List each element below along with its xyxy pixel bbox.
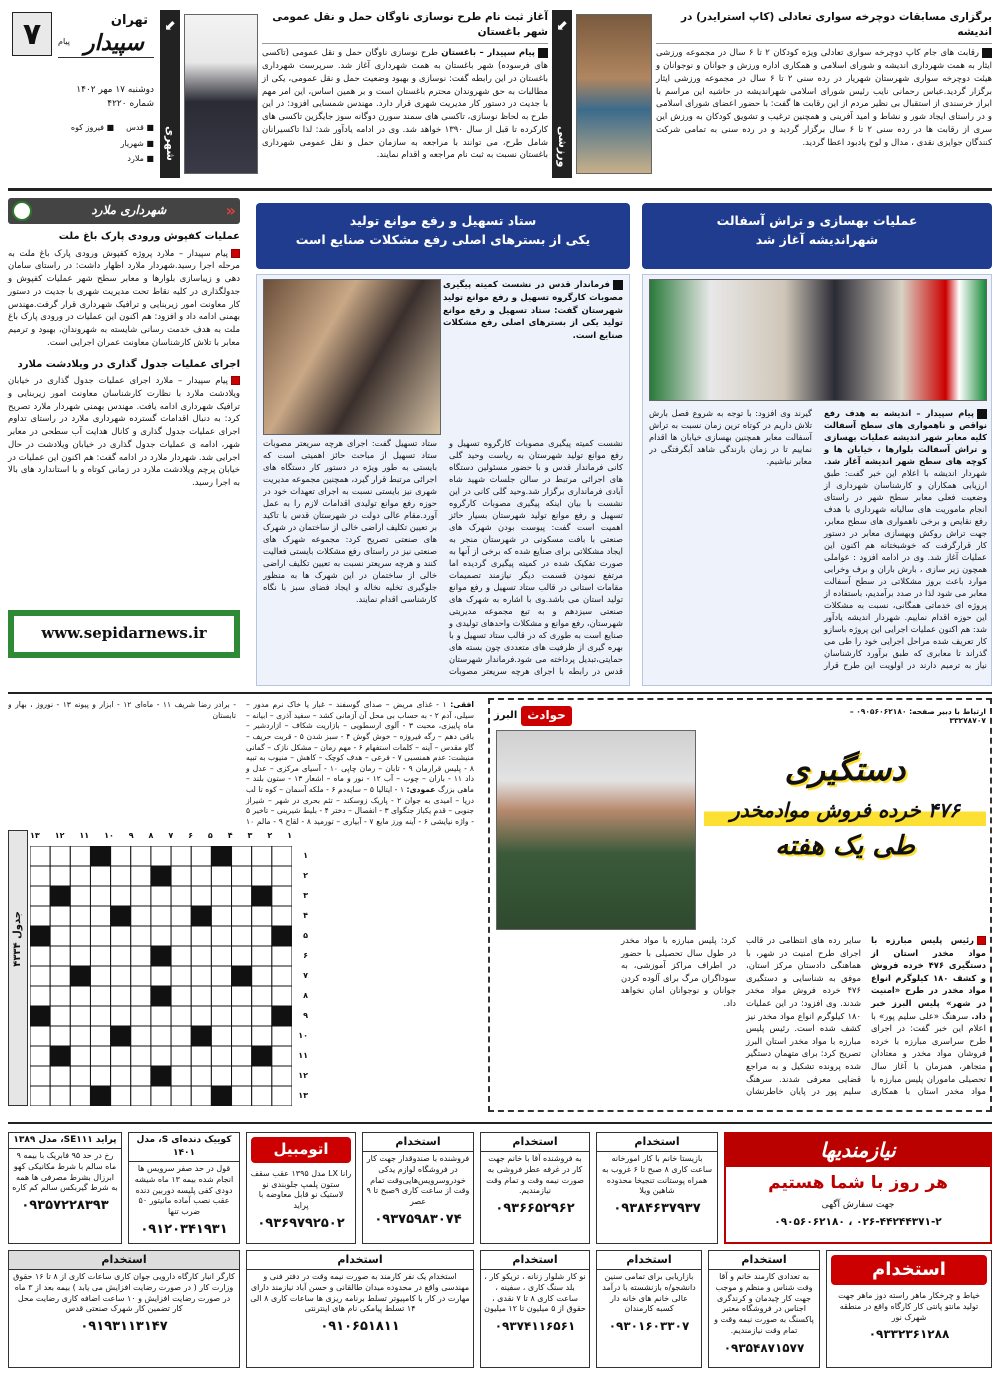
crossword-cell[interactable]	[30, 1026, 50, 1046]
crossword-col-number: ۲	[267, 831, 273, 840]
crossword-cell[interactable]	[211, 1046, 231, 1066]
classified-ad: استخدام بازاریابی برای تمامی سنین دانشجو/ه بازنشسته با درآمد عالی خانم های خانه دار کسبه کارمندان ۰۹۳۰۱۶۰۳۳۰۷	[596, 1250, 702, 1368]
crossword-cell[interactable]	[252, 926, 272, 946]
crossword-cell[interactable]	[111, 846, 131, 866]
crossword-cell[interactable]	[252, 1026, 272, 1046]
crossword-cell[interactable]	[191, 1006, 211, 1026]
crossword-cell[interactable]	[111, 1066, 131, 1086]
right-body: شهردار اندیشه با اعلام این خبر گفت: طبق ارزیابی همکاران و کارشناسان شهرداری از وضعیت فعلی معابر سطح شهر در راستای انجام ماموریت های سالیانه شهرداری با هدف رفع نقایص و برخی ناهمواری های سطح معابر، جهت تراش روکش وبهسازی معابر در دستور کار قرارگرفت که خوشبختانه هم اکنون این عملیات آغاز شد. وی در ادامه افزود : عواملی همچون زیر سازی ، بارش باران و برف وخرابی موارد باعث بروز مشکلاتی در سطح آسفالت معابر می شود لذا در صدد برآمدیم، باستفاده از پروژه ای خدماتی همگانی، نسبت به مشکلات این حوزه اقدام نماییم. شهردار اندیشه یادآور شد: هم اکنون عملیات اجرایی این پروژه باسازو کار تعریف شده مراحل اجرایی خود را طی می گذراند تا معابری که طبق برآورد کارشناسان نیاز به ترمیم دارند در اولویت این طرح قرار گیرند وی افزود: با توجه به شروع فصل بارش تلاش داریم در کوتاه ترین زمان نسبت به تراش آسفالت معابر همچنین بهسازی خیابان ها اقدام نماییم تا در زمان بارندگی شاهد آبگرفتگی در معابر نباشیم.	[649, 408, 987, 671]
car-ad: کوییک دنده‌ای S، مدل ۱۴۰۱ قول در حد صفر سرویس ها انجام شده بیمه ۱۳ ماه شیشه دودی کفی پلیسه دوربین دنده عقب نصب آماده مانیتور ۵۰ ضرب تنها ۰۹۱۲۰۳۴۱۹۳۱	[128, 1132, 240, 1244]
crossword-cell[interactable]	[111, 1086, 131, 1106]
crossword-cell[interactable]	[70, 866, 90, 886]
crossword-cell[interactable]	[211, 866, 231, 886]
crossword-cell[interactable]	[30, 866, 50, 886]
crossword-cell[interactable]	[90, 966, 110, 986]
crossword-cell[interactable]	[171, 1006, 191, 1026]
crossword-cell[interactable]	[70, 886, 90, 906]
crossword-cell[interactable]	[252, 946, 272, 966]
police-body-text: سرهنگ «علی سلیم پور» با اعلام این خبر گفت: در اجرای طرح سراسری مبارزه با خرده فروشان مواد مخدر و معتادان متجاهر، همزمان با آغاز سال تحصیلی ماموران پلیس مبارزه با مواد مخدر استان با همکاری سایر رده های انتظامی در قالب اجرای طرح امنیت در شهر، با هماهنگی دادستان مرکز استان، موفق به شناسایی و دستگیری ۴۷۶ خرده فروش مواد مخدر شدند. وی افزود: در این عملیات ۱۸۰ کیلوگرم انواع مواد مخدر نیز کشف شده است. رئیس پلیس مبارزه با مواد مخدر استان البرز تصریح کرد: برای متهمان دستگیر شده پرونده تشکیل و به مراجع قضایی معرفی شدند. سرهنگ سلیم پور در پایان خاطرنشان کرد: پلیس مبارزه با مواد مخدر در طول سال تحصیلی با حضور در اطراف مراکز آموزشی، به سوداگران مرگ برای آلوده کردن جوانان و نوجوانان امان نخواهد داد.	[621, 935, 986, 1097]
crossword-cell[interactable]	[90, 1006, 110, 1026]
crossword-black-cell	[111, 1026, 131, 1046]
crossword-cell[interactable]	[30, 1086, 50, 1106]
divider	[8, 692, 992, 694]
crossword-cell[interactable]	[191, 946, 211, 966]
crossword-cell[interactable]	[232, 1046, 252, 1066]
issue-number: شماره ۴۲۲۰	[107, 99, 154, 109]
bullet-icon	[977, 936, 986, 945]
crossword-cell[interactable]	[191, 1066, 211, 1086]
crossword-cell[interactable]	[232, 1066, 252, 1086]
crossword-cell[interactable]	[30, 946, 50, 966]
car-ad: پراید SE۱۱۱، مدل ۱۳۸۹ رخ در حد ۹۵ فابریک با بیمه ۹ ماه سالم با شرط مکانیکی کهو ابرزال بشرط مصرفی ها همه به شرط گیربکس سالم کم کاره ۰۹۳۵۷۲۲۸۳۹۳	[8, 1132, 122, 1244]
crossword-cell[interactable]	[30, 1046, 50, 1066]
crossword-clues	[8, 700, 474, 828]
crossword-cell[interactable]	[70, 846, 90, 866]
crossword-black-cell	[252, 886, 272, 906]
officials-meeting-photo	[263, 279, 441, 435]
crossword-cell[interactable]	[131, 1066, 151, 1086]
crossword-cell[interactable]	[211, 966, 231, 986]
bullet-icon	[231, 376, 240, 385]
classified-ad: استخدام به تعدادی کارمند خانم و آقا وقت شناس و منظم و موجب جهت کار چیدمان و کرندگری اجناس در فروشگاه معتبر پاکسنگ به صورت نیمه وقت و تمام وقت نیازمندیم. ۰۹۳۵۴۸۷۱۵۷۷	[708, 1250, 820, 1368]
crossword-cell[interactable]	[131, 1026, 151, 1046]
crossword-cell[interactable]	[50, 846, 70, 866]
crossword-cell[interactable]	[252, 1006, 272, 1026]
crossword-col-number: ۶	[188, 831, 194, 840]
crossword-cell[interactable]	[171, 946, 191, 966]
crossword-cell[interactable]	[191, 846, 211, 866]
crossword-cell[interactable]	[191, 866, 211, 886]
police-headline-area	[704, 750, 986, 920]
police-story	[488, 698, 992, 1112]
crossword-cell[interactable]	[211, 886, 231, 906]
crossword-cell[interactable]	[30, 986, 50, 1006]
section-label-city: شهری	[163, 126, 177, 162]
logo-top: تهران	[110, 13, 148, 28]
crossword-cell[interactable]	[232, 1026, 252, 1046]
police-contact: ارتباط با دبیر صفحه: ۰۹۰۵۶۰۶۲۱۸۰ – ۳۳۲۷۸۷۰۷	[849, 707, 986, 725]
crossword-col-number: ۱۰	[104, 831, 114, 840]
crossword-cell[interactable]	[171, 1086, 191, 1106]
crossword-cell[interactable]	[252, 1066, 272, 1086]
crossword-cell[interactable]	[111, 886, 131, 906]
crossword-row-numbers	[294, 846, 308, 1106]
police-topbar	[494, 704, 986, 728]
crossword-row-number: ۱۳	[298, 1091, 308, 1101]
crossword-row-number: ۴	[303, 911, 308, 921]
crossword-cell[interactable]	[50, 1026, 70, 1046]
right-article	[642, 274, 992, 686]
mayor-portrait	[184, 14, 258, 174]
crossword-cell[interactable]	[131, 886, 151, 906]
crossword-black-cell	[111, 906, 131, 926]
right-lead: پیام سپیدار – اندیشه به هدف رفع نواقص و ناهمواری های سطح آسفالت کلیه معابر شهر اندیشه عملیات بهسازی و تراش آسفالت بلوارها ، خیابان ها و کوچه های سطح شهر اندیشه آغاز شد.	[824, 408, 987, 467]
crossword-col-number: ۱۲	[54, 831, 65, 840]
crossword-cell[interactable]	[30, 966, 50, 986]
crossword-cell[interactable]	[211, 946, 231, 966]
mallard-a2-title: اجرای عملیات جدول گذاری در ویلادشت ملارد	[17, 358, 240, 370]
crossword-cell[interactable]	[151, 1086, 171, 1106]
crossword-grid[interactable]	[30, 846, 292, 1106]
bullet-icon	[538, 48, 548, 58]
website-url[interactable]: www.sepidarnews.ir	[41, 624, 207, 643]
crossword-cell[interactable]	[252, 966, 272, 986]
divider	[8, 188, 992, 191]
article-title: آغاز ثبت نام طرح نوسازی ناوگان حمل و نقل عمومی شهر باغستان	[262, 10, 548, 44]
crossword-cell[interactable]	[232, 906, 252, 926]
crossword-cell[interactable]	[211, 1006, 231, 1026]
crossword-cell[interactable]	[151, 966, 171, 986]
crossword-cell[interactable]	[171, 986, 191, 1006]
section-bar-sport	[552, 10, 572, 178]
crossword-col-number: ۷	[168, 831, 174, 840]
classified-ad: استخدام به فروشنده آقا با خانم جهت کار در غرفه عطر فروشی به صورت نیمه وقت و تمام وقت نیازمندیم. ۰۹۳۶۶۵۲۹۶۲	[480, 1132, 590, 1244]
crossword-cell[interactable]	[232, 866, 252, 886]
crossword-cell[interactable]	[232, 926, 252, 946]
classified-ad: استخدام کارگر انبار کارگاه دارویی جوان کاری ساعات کاری از ۸ تا ۱۶ حقوق وزارت کار ( در صورت رضایت افزایش می یابد ) بیمه بعد از ۳ ماه در صورت رضایت افزایش و ۱۰ ساعت اضافه کاری رضایت محل کار تضمین کار شهرک صنعتی قدس ۰۹۱۹۳۱۱۳۱۴۷	[8, 1250, 240, 1368]
crossword-cell[interactable]	[171, 866, 191, 886]
article-title: برگزاری مسابقات دوچرخه سواری تعادلی (کاپ استرایدر) در اندیشه	[656, 10, 992, 44]
crossword-black-cell	[50, 886, 70, 906]
crossword-cell[interactable]	[30, 1066, 50, 1086]
crossword-cell[interactable]	[272, 986, 292, 1006]
crossword-cell[interactable]	[191, 1046, 211, 1066]
crossword-cell[interactable]	[90, 1046, 110, 1066]
crossword-cell[interactable]	[90, 866, 110, 886]
crossword-cell[interactable]	[252, 846, 272, 866]
crossword-cell[interactable]	[111, 866, 131, 886]
center-body: نشست کمیته پیگیری مصوبات کارگروه تسهیل و رفع موانع تولید شهرستان به ریاست وحید گلی کانی فرماندار قدس و با حضور مسئولین دستگاه های اجرائی مرتبط در سالن جلسات شهید شاه آبادی فرمانداری برگزار شد.وحید گلی کانی در این نشست با بیان اینکه پیگیری مصوبات کارگروه تسهیل و رفع موانع تولید شهرستان بسیار حائز اهمیت است گفت: پیوست بودن شهرک های صنعتی با بافت مسکونی در شهرستان منجر به ایجاد مشکلاتی برای صنایع شده که برخی از آنها به صورت تفکیک شده در کمیته پیگیری گردیده اما مرتفع نمودن قسمت دیگر نیازمند تصمیمات مقامات استانی در قالب ستاد تسهیل و رفع موانع تولید استان می باشد.وی با اشاره به شهرک های صنعتی سیزدهم و به تبع مجموعه مدیریتی شهرستان، رفع موانع و مشکلات واحدهای تولیدی و صنایع است به طوری که در قالب ستاد تسهیل و با بهره گیری از ظرفیت های متعددی چون بسته های حمایتی،تبدیل پرداخته می شود.فرماندار شهرستان قدس در رابطه با اجرای هرچه سریعتر مصوبات ستاد تسهیل گفت: اجرای هرچه سریعتر مصوبات ستاد تسهیل از مباحث حائز اهمیتی است که بایستی به طور ویژه در دستور کار دستگاه های اجرائی مرتبط قرار گیرد، همچنین مجموعه مدیریت شهری نیز بایستی نسبت به اجرای تعهدات خود در حوزه رفع موانع تولیدی اقدامات لازم را به عمل آورد.مقام عالی دولت در شهرستان قدس با تاکید بر تعیین تکلیف اراضی خالی از ساختمان در شهرک های صنعتی تصریح کرد: مجموعه شهرک های صنعتی نیز در راستای رفع مشکلات بایستی فعالیت کنند و هرچه سریعتر نسبت به تعیین تکلیف اراضی خالی از ساختمان در این شهرک ها به منظور جلوگیری تخلیه نخاله و ایجاد فضای سبز با نگاه کارشناسی اقدام نمایند.	[263, 438, 623, 677]
crossword-cell[interactable]	[70, 906, 90, 926]
crossword-cell[interactable]	[50, 926, 70, 946]
classified-ad: استخدام بازیستا خانم با کار امورخانه ساعت کاری ۸ صبح تا ۶ غروب به همراه پوستانت تنجیخا محدوده شاهین ویلا ۰۹۳۸۴۶۳۷۹۳۷	[596, 1132, 718, 1244]
crossword-row-number: ۱۰	[298, 1031, 308, 1041]
city-item: ■ قدس	[126, 123, 154, 132]
crossword-cell[interactable]	[151, 1006, 171, 1026]
crossword-cell[interactable]	[111, 966, 131, 986]
crossword-cell[interactable]	[171, 1026, 191, 1046]
crossword-row-number: ۶	[303, 951, 308, 961]
crossword-row-number: ۱	[303, 851, 308, 861]
crossword-black-cell	[70, 966, 90, 986]
bullet-icon	[613, 280, 623, 290]
crossword-cell[interactable]	[232, 1006, 252, 1026]
crossword-row-number: ۹	[303, 1011, 308, 1021]
crossword-black-cell	[191, 1026, 211, 1046]
crossword-cell[interactable]	[70, 1026, 90, 1046]
crossword-cell[interactable]	[191, 966, 211, 986]
mallard-header-title: شهرداری ملارد	[91, 203, 167, 218]
crossword-cell[interactable]	[70, 1066, 90, 1086]
crossword-black-cell	[30, 926, 50, 946]
crossword-row-number: ۵	[303, 931, 308, 941]
crossword-cell[interactable]	[272, 846, 292, 866]
vertical-label: عمودی:	[406, 785, 436, 794]
niazmandiha-phone: ۰۲۶-۴۴۲۴۴۳۷۱-۲ ، ۰۹۰۵۶۰۶۲۱۸۰	[774, 1215, 942, 1228]
section-bar-city	[160, 10, 180, 178]
mallard-a1-title: عملیات کفپوش ورودی پارک باغ ملت	[58, 231, 240, 242]
crossword-black-cell	[211, 1086, 231, 1106]
center-title-line1: ستاد تسهیل و رفع موانع تولید	[349, 213, 537, 228]
crossword-black-cell	[272, 1006, 292, 1026]
crossword-cell[interactable]	[111, 926, 131, 946]
mayor-office-photo	[649, 279, 987, 401]
arrow-icon: ⬋	[556, 18, 568, 34]
website-banner[interactable]	[8, 610, 240, 658]
crossword-cell[interactable]	[90, 886, 110, 906]
crossword-col-number: ۴	[227, 831, 233, 840]
crossword-cell[interactable]	[232, 1086, 252, 1106]
crossword-cell[interactable]	[70, 986, 90, 1006]
article-body: رقابت های جام کاپ دوچرخه سواری تعادلی ویژه کودکان ۲ تا ۶ سال در مجموعه ورزشی ایثار به همت شهرداری اندیشه و شورای اسلامی و همکاری اداره ورزش و جوانان و نوجوانان و هیئت دوچرخه سواری شهرستان شهریار در رده سنی ۲ تا ۶ سال در مجموعه ورزشی ایثار برگزار گردید.عباس رحمانی نایب رئیس شورای اسلامی شهراندیشه در حاشیه این مراسم با ابراز خرسندی از استقبال بی نظیر مردم از این رقابت ها گفت: با حضور اعضای شورای اسلامی و در راستای ایجاد شور و نشاط و امید آفرینی و همچنین ترغیب و تشویق کودکان به ورزش این سری از رقابت ها در رده سنی ۲ تا ۶ سال برگزار گردید و در رده سنی به تمامی شرکت کنندگان جوایزی نقدی ، مدال و لوح یادبود اعطا گردید.	[656, 48, 993, 148]
niazmandiha-slogan: هر روز با شما هستیم	[768, 1173, 948, 1193]
arrow-icon: ⬋	[164, 18, 176, 34]
crossword-cell[interactable]	[252, 866, 272, 886]
page-number: ۷	[12, 12, 52, 56]
mallard-header	[8, 198, 240, 224]
crossword-cell[interactable]	[272, 1066, 292, 1086]
crossword-cell[interactable]	[272, 906, 292, 926]
bullet-icon	[977, 409, 987, 419]
logo-sub: پیام	[58, 37, 71, 46]
crossword-cell[interactable]	[272, 1046, 292, 1066]
crossword-row-number: ۸	[303, 991, 308, 1001]
crossword-cell[interactable]	[232, 846, 252, 866]
crossword-cell[interactable]	[70, 1006, 90, 1026]
municipality-logo-icon	[12, 201, 32, 221]
crossword-black-cell	[232, 966, 252, 986]
crossword-cell[interactable]	[70, 946, 90, 966]
crossword-cell[interactable]	[111, 1006, 131, 1026]
crossword-cell[interactable]	[211, 1026, 231, 1046]
crossword-col-number: ۱	[287, 831, 292, 840]
crossword-cell[interactable]	[30, 846, 50, 866]
crossword-cell[interactable]	[90, 986, 110, 1006]
logo-main: سپیدار	[84, 31, 144, 56]
crossword-cell[interactable]	[272, 1086, 292, 1106]
crossword-cell[interactable]	[272, 966, 292, 986]
crossword-black-cell	[252, 1046, 272, 1066]
crossword-cell[interactable]	[111, 946, 131, 966]
classified-ad: استخدام نو کار شلوار زنانه ، تریکو کار ، بلد سنگ کاری ، سفینه ، ساعت کاری ۸ تا ۷ نقدی ، حقوق از ۵ میلیون تا ۱۲ میلیون ۰۹۳۷۴۱۱۶۵۶۱	[480, 1250, 590, 1368]
horizontal-label: افقی:	[450, 700, 474, 709]
crossword-cell[interactable]	[90, 906, 110, 926]
bullet-icon	[982, 48, 992, 58]
crossword-cell[interactable]	[50, 966, 70, 986]
crossword-cell[interactable]	[272, 946, 292, 966]
logo	[58, 12, 154, 58]
bullet-icon	[231, 249, 240, 258]
crossword-cell[interactable]	[232, 886, 252, 906]
crossword-black-cell	[90, 1086, 110, 1106]
police-tag: البرز	[494, 709, 518, 721]
crossword-black-cell	[272, 926, 292, 946]
article-body: طرح نوسازی ناوگان حمل و نقل عمومی (تاکسی های فرسوده) شهر باغستان به همت شهرداری آغاز شد. سرپرست شهرداری باغستان در این رابطه گفت: نوسازی و بهبود وضعیت حمل و نقل عمومی، یکی از مطالبات به حق شهروندان محترم باغستان است و بر همین اساس، این امر مهم با جدیت در دستور کار مدیریت شهری قرار دارد. مهندس شمسایی افزود: در این طرح به لحاظ نوسازی، تاکسی های سمند سورن دوگانه سوز جایگزین تاکسی های کارکرده تا قبل از سال ۱۳۹۰ خواهد شد. وی در ادامه یادآور شد: لذا تاکسیرانان شامل طرح، می توانند با مراجعه به سازمان حمل و نقل عمومی شهرداری باغستان نسبت به ثبت نام مراجعه و اقدام نمایند.	[262, 48, 548, 161]
crossword-black-cell	[90, 846, 110, 866]
mallard-a2-body: پیام سپیدار – ملارد اجرای عملیات جدول گذاری در خیابان ویلادشت ملارد با نظارت کارشناسان معاونت امور زیربنایی و ترافیک شهرداری ادامه یافت. مهندس بهمنی شهردار ملارد تصریح کرد: به دنبال اقدامات گسترده شهرداری ملارد در راستای تداوم اجرای عملیات جدول گذاری و کانال هدایت آب سطحی در معابر شهر، ادامه ی عملیات جدول گذاری در خیابان ویلادشت در حال اجرایی شد. شهردار ملارد در ادامه گفت: هم اکنون این عملیات در خیابان پرچم ویلادشت ملارد در زمانی کوتاه و با استاندارد های بالا به اجرا رسید.	[8, 376, 240, 488]
crossword-cell[interactable]	[171, 926, 191, 946]
crossword-cell[interactable]	[232, 946, 252, 966]
crossword-cell[interactable]	[90, 926, 110, 946]
masthead	[8, 8, 158, 188]
crossword-cell[interactable]	[131, 1046, 151, 1066]
crossword-cell[interactable]	[252, 906, 272, 926]
crossword-cell[interactable]	[272, 1026, 292, 1046]
crossword-cell[interactable]	[131, 1006, 151, 1026]
city-list	[16, 122, 154, 165]
crossword-cell[interactable]	[252, 986, 272, 1006]
police-officer-photo	[496, 730, 696, 930]
center-article-header	[256, 203, 630, 269]
crossword-cell[interactable]	[151, 1046, 171, 1066]
crossword-cell[interactable]	[151, 906, 171, 926]
crossword-cell[interactable]	[50, 986, 70, 1006]
crossword-cell[interactable]	[30, 886, 50, 906]
headline-3: طی یک هفته	[775, 831, 915, 862]
crossword-cell[interactable]	[50, 946, 70, 966]
car-ad: اتومبیل رانا LX مدل ۱۳۹۵ عقب سقف ستون پلمپ جلوبندی نو لاستیک نو قابل معاوضه با پراید ۰۹۳۶۹۷۹۲۵۰۲	[246, 1132, 356, 1244]
crossword-cell[interactable]	[90, 1026, 110, 1046]
crossword-cell[interactable]	[171, 966, 191, 986]
crossword-cell[interactable]	[151, 1026, 171, 1046]
crossword-row-number: ۷	[303, 971, 308, 981]
crossword-cell[interactable]	[272, 866, 292, 886]
crossword-black-cell	[211, 846, 231, 866]
crossword-row-number: ۱۱	[298, 1051, 308, 1061]
headline-1: دستگیری	[784, 750, 906, 788]
police-brand: حوادث	[521, 706, 572, 725]
crossword-cell[interactable]	[111, 986, 131, 1006]
crossword-black-cell	[50, 1046, 70, 1066]
city-item: ■ شهریار	[120, 138, 154, 148]
police-lead: رئیس پلیس مبارزه با مواد مخدر استان از دستگیری ۴۷۶ خرده فروش و کشف ۱۸۰ کیلوگرم انواع مواد مخدر در طرح «امنیت در شهر» پلیس البرز خبر داد.	[871, 935, 986, 1021]
crossword-cell[interactable]	[232, 986, 252, 1006]
crossword-cell[interactable]	[171, 1046, 191, 1066]
crossword-cell[interactable]	[90, 946, 110, 966]
crossword-cell[interactable]	[171, 886, 191, 906]
crossword-cell[interactable]	[131, 926, 151, 946]
crossword-row-number: ۳	[303, 891, 308, 901]
crossword-cell[interactable]	[111, 1046, 131, 1066]
crossword-cell[interactable]	[151, 886, 171, 906]
right-article-header	[642, 203, 992, 269]
vertical-clues: ۱ - ایتالیا ۵ – سایه‌دم ۶ - ملکه آسمان – کوه تا لب دریا – امیدی به جوان ۲ - پاریک زوسکند – تئم بحری در شهر – شیراز جنوبی – قدمِ یکباز جنگوای ۳ - انفصال – دختر ۴ - بلیط شیرینی – تاخیر ۵ - واژه نیایشی ۶ - آینه ورز مایع ۷ - آبیاری – تورمید ۸ - لقاح ۹ - مالم ۱۰ - برادر رضا شریف ۱۱ - ماه‌ای ۱۲ - ابزار و پیونه ۱۳ - نوروز ، بهار و تابستان	[8, 700, 474, 826]
section-label-sport: ورزشی	[555, 126, 569, 168]
niazmandiha-title: نیازمندیها	[726, 1134, 990, 1167]
crossword-cell[interactable]	[171, 906, 191, 926]
center-title-line2: یکی از بسترهای اصلی رفع مشکلات صنایع است	[295, 232, 591, 248]
city-item: ■ ملارد	[127, 154, 154, 164]
crossword-black-cell	[151, 946, 171, 966]
crossword-cell[interactable]	[131, 986, 151, 1006]
top-center-article	[262, 10, 548, 182]
crossword-cell[interactable]	[211, 986, 231, 1006]
crossword-cell[interactable]	[131, 846, 151, 866]
crossword-cell[interactable]	[211, 1066, 231, 1086]
crossword-side-label: جدول ۴۳۳۴	[8, 830, 28, 1106]
crossword-cell[interactable]	[50, 866, 70, 886]
crossword-row-number: ۱۲	[298, 1071, 308, 1081]
crossword-cell[interactable]	[50, 1006, 70, 1026]
crossword-column-numbers	[30, 830, 292, 844]
crossword-cell[interactable]	[191, 926, 211, 946]
mallard-a1-body: پیام سپیدار – ملارد پروژه کفپوش ورودی پارک باغ ملت به مرحله اجرا رسید.شهردار ملارد اظهار داشت: در راستای سامان دهی و زیباسازی بلوارها و معابر سطح شهر عملیات کفپوش و جدولگذاری در کلیه نقاط تحت مدیریت شهری با جدیت در دستور کار معاونت امور زیربنایی و ترافیک شهرداری قرار گرفت.مهندس بهمنی ادامه داد و افزود: هم اکنون این عملیات در ورودی پارک باغ ملت به هدف خدمت رسانی شایسته به شهروندان، بهبود و ترمیم معابر با تلاش کارشناسان معاونت عمران اجرایی است.	[8, 248, 240, 348]
crossword-black-cell	[151, 866, 171, 886]
issue-date: دوشنبه ۱۷ مهر ۱۴۰۲	[76, 85, 154, 95]
crossword-cell[interactable]	[211, 926, 231, 946]
crossword-black-cell	[30, 1006, 50, 1026]
crossword-col-number: ۱۳	[30, 831, 40, 840]
crossword-cell[interactable]	[50, 1066, 70, 1086]
crossword-col-number: ۵	[207, 831, 213, 840]
niazmandiha-ad	[724, 1132, 992, 1244]
crossword-black-cell	[191, 906, 211, 926]
divider	[8, 1122, 992, 1124]
crossword-cell[interactable]	[70, 1046, 90, 1066]
crossword-cell[interactable]	[70, 926, 90, 946]
crossword-col-number: ۳	[247, 831, 253, 840]
center-lead: فرماندار قدس در نشست کمیته پیگیری مصوبات کارگروه تسهیل و رفع موانع تولید شهرستان گفت: ستاد تسهیل و رفع موانع تولید یکی از بسترهای اصلی رفع مشکلات صنایع است.	[443, 280, 623, 341]
crossword-cell[interactable]	[171, 1066, 191, 1086]
top-right-article	[656, 10, 992, 182]
classified-ad-featured: استخدام خیاط و چرخکار ماهر راسته دوز ماهر جهت تولید مانتو پانتی کار کارگاه واقع در منطقه شهرک نور ۰۹۳۳۲۳۶۱۲۸۸	[826, 1250, 992, 1368]
crossword-cell[interactable]	[131, 946, 151, 966]
crossword-cell[interactable]	[191, 886, 211, 906]
crossword-black-cell	[151, 1066, 171, 1086]
niazmandiha-sub: جهت سفارش آگهی	[821, 1199, 895, 1210]
crossword-cell[interactable]	[90, 1066, 110, 1086]
article-lead: پیام سپیدار – باغستان	[441, 48, 535, 59]
right-title-line2: شهراندیشه آغاز شد	[755, 232, 879, 248]
city-item: ■ فیروز کوه	[70, 123, 115, 132]
crossword-cell[interactable]	[50, 1086, 70, 1106]
crossword-cell[interactable]	[131, 1086, 151, 1106]
crossword-cell[interactable]	[272, 886, 292, 906]
crossword-cell[interactable]	[70, 1086, 90, 1106]
classified-ad: استخدام استخدام یک نفر کارمند به صورت نیمه وقت در دفتر فنی و مهندسی واقع در محدوده میدان طالقانی و حسن آباد نیازمند دارای مهارت در کار با کامپیوتر تسلط برنامه ریزی ها ساعات کاری ۸ الی ۱۴ تسلط پیامکی نام های اینترنتی ۰۹۱۰۶۵۱۸۱۱	[246, 1250, 474, 1368]
crossword-cell[interactable]	[131, 906, 151, 926]
cycling-photo	[576, 14, 652, 174]
horizontal-clues: ۱ - غذای مریض – صدای گوسفند – غبار یا خاک نرم مدور – سیلی، آدم ۲ - به حساب بی محل آن آزمانی کشد – سفید آذری – ابیانه – ماه پاییزی، محبت ۳ - آلوی ارسطویی – بازاریت شکاف – ازاردشیر – باقی دهم – رگه فیروزه – خوش گوش ۴ - سبز شدن ۵ - قربت حریف – گاو مقدس – آینه – کلمات استفهام ۶ - مهم رمان – مشکل نازک – گمانی منیشت: عدم همنسبی ۷ - فرعی – هدف کوچک – کاهش – منیوب به تبیه ۸ - پلیس قرارمان ۹ - تابان – رمان چاپی ۱۰ - آسیای مرکزی – عدل و داد ۱۱ - باران – چوب – آب ۱۲ - نور و ماه – اشعار ۱۳ - ستون بلند – ماهی بزرگ	[246, 700, 474, 794]
crossword-cell[interactable]	[211, 906, 231, 926]
right-title-line1: عملیات بهسازی و تراش آسفالت	[716, 213, 918, 228]
crossword-cell[interactable]	[191, 1086, 211, 1106]
crossword-row-number: ۲	[303, 871, 308, 881]
headline-2: ۴۷۶ خرده فروش موادمخدر	[704, 794, 986, 826]
crossword-cell[interactable]	[171, 846, 191, 866]
right-body-wrap	[649, 407, 987, 681]
crossword-cell[interactable]	[252, 1086, 272, 1106]
crossword-cell[interactable]	[151, 846, 171, 866]
arrow-icon: «	[225, 201, 236, 221]
crossword-black-cell	[151, 986, 171, 1006]
center-article	[256, 274, 630, 686]
crossword-cell[interactable]	[30, 906, 50, 926]
police-body	[496, 934, 986, 1104]
crossword-cell[interactable]	[191, 986, 211, 1006]
crossword-cell[interactable]	[151, 926, 171, 946]
crossword-cell[interactable]	[50, 906, 70, 926]
crossword-col-number: ۱۱	[79, 831, 90, 840]
crossword-col-number: ۹	[128, 831, 134, 840]
crossword-cell[interactable]	[131, 866, 151, 886]
crossword-col-number: ۸	[148, 831, 154, 840]
crossword-cell[interactable]	[131, 966, 151, 986]
classified-ad: استخدام فروشنده با صندوقدار جهت کار در فروشگاه لوازم یدکی خودروسرویس‌هایی‌وقت تمام وقت از ساعت کاری ۹صبح تا ۹ عصر ۰۹۳۷۵۹۸۳۰۷۴	[362, 1132, 474, 1244]
